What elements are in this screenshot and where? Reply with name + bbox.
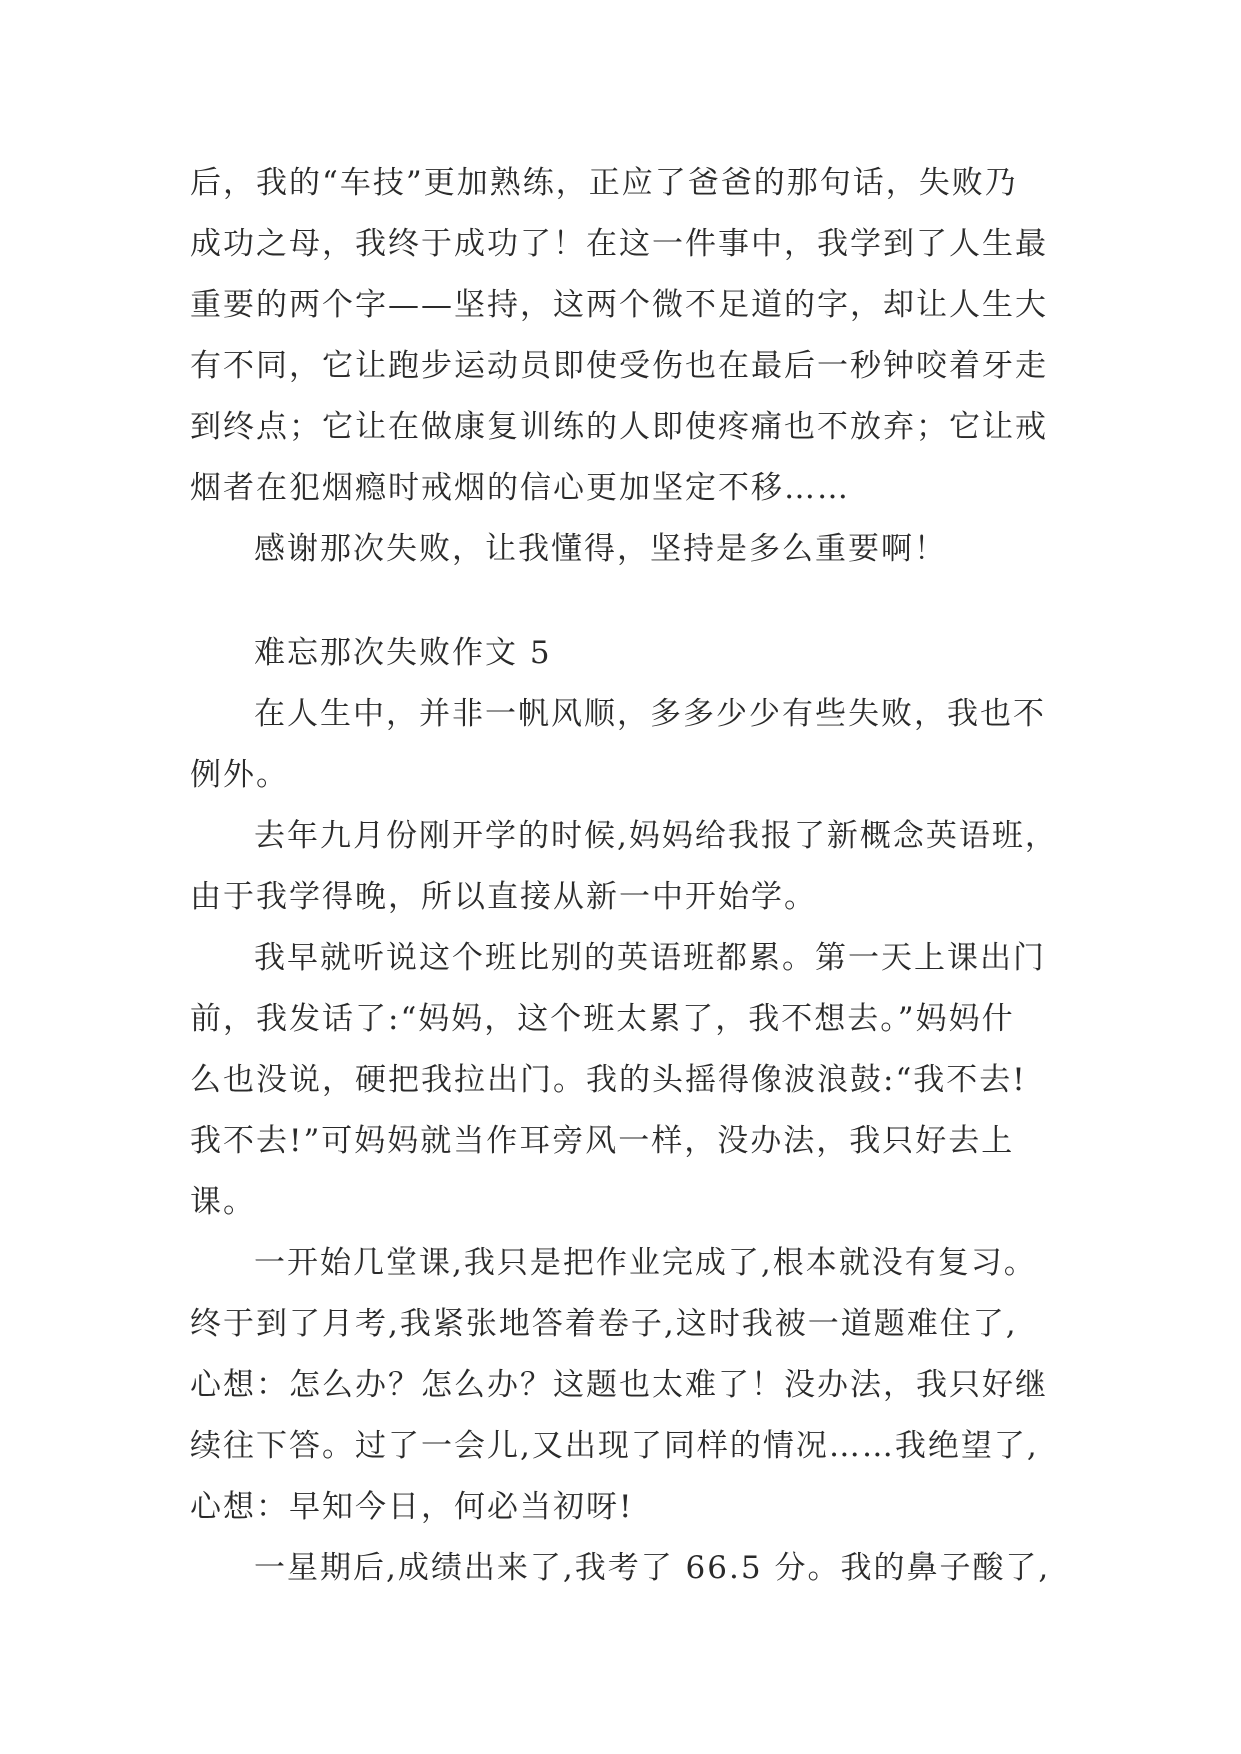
paragraph-line: 前，我发话了:“妈妈，这个班太累了，我不想去。”妈妈什 (190, 1001, 1015, 1037)
paragraph-line: 成功之母，我终于成功了！在这一件事中，我学到了人生最 (190, 226, 1048, 262)
section-title: 难忘那次失败作文 5 (254, 635, 552, 671)
paragraph-line: 一开始几堂课,我只是把作业完成了,根本就没有复习。 (254, 1245, 1037, 1281)
paragraph-line: 在人生中，并非一帆风顺，多多少少有些失败，我也不 (254, 696, 1046, 732)
paragraph-line: 么也没说，硬把我拉出门。我的头摇得像波浪鼓:“我不去! (190, 1062, 1027, 1098)
paragraph-line: 我早就听说这个班比别的英语班都累。第一天上课出门 (254, 940, 1046, 976)
paragraph-line: 由于我学得晚，所以直接从新一中开始学。 (190, 879, 817, 915)
paragraph-line: 例外。 (190, 757, 289, 793)
paragraph-line: 感谢那次失败，让我懂得，坚持是多么重要啊！ (254, 531, 947, 567)
paragraph-line: 心想：早知今日，何必当初呀! (190, 1489, 634, 1525)
paragraph-line: 续往下答。过了一会儿,又出现了同样的情况……我绝望了, (190, 1428, 1039, 1464)
paragraph-line: 终于到了月考,我紧张地答着卷子,这时我被一道题难住了, (190, 1306, 1018, 1342)
paragraph-line: 去年九月份刚开学的时候,妈妈给我报了新概念英语班， (254, 818, 1058, 854)
paragraph-line: 有不同，它让跑步运动员即使受伤也在最后一秒钟咬着牙走 (190, 348, 1048, 384)
paragraph-line: 一星期后,成绩出来了,我考了 66.5 分。我的鼻子酸了, (254, 1550, 1051, 1586)
paragraph-line: 重要的两个字——坚持，这两个微不足道的字，却让人生大 (190, 287, 1048, 323)
paragraph-line: 心想：怎么办？怎么办？这题也太难了！没办法，我只好继 (190, 1367, 1048, 1403)
paragraph-line: 后，我的“车技”更加熟练，正应了爸爸的那句话，失败乃 (190, 165, 1018, 201)
paragraph-line: 到终点；它让在做康复训练的人即使疼痛也不放弃；它让戒 (190, 409, 1048, 445)
paragraph-line: 烟者在犯烟瘾时戒烟的信心更加坚定不移…… (190, 470, 850, 506)
paragraph-line: 我不去!”可妈妈就当作耳旁风一样，没办法，我只好去上 (190, 1123, 1015, 1159)
paragraph-line: 课。 (190, 1184, 256, 1220)
